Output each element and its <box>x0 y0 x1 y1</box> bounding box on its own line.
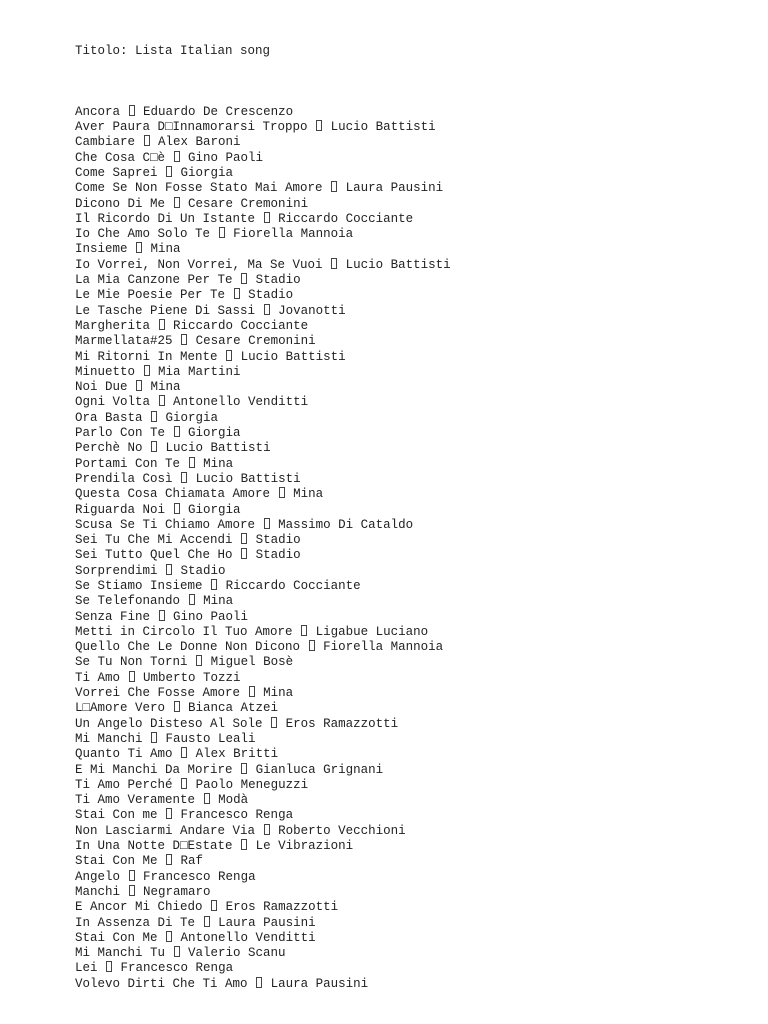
separator-box-icon <box>180 457 203 471</box>
song-artist: Giorgia <box>188 426 241 441</box>
song-row <box>75 610 451 625</box>
song-artist: Mina <box>150 380 181 395</box>
separator-box-icon <box>195 916 218 930</box>
separator-box-icon <box>233 763 256 777</box>
song-row <box>75 564 451 579</box>
song-artist: Alex Britti <box>195 747 279 762</box>
song-artist: Laura Pausini <box>218 915 316 930</box>
separator-box-icon <box>158 564 181 578</box>
song-artist: Stadio <box>248 288 294 303</box>
song-title: Cambiare <box>75 135 136 150</box>
song-title: Io Vorrei, Non Vorrei, Ma Se Vuoi <box>75 257 323 272</box>
separator-box-icon <box>203 900 226 914</box>
song-title: La Mia Canzone Per Te <box>75 273 233 288</box>
separator-box-icon <box>158 808 181 822</box>
separator-box-icon <box>98 961 121 975</box>
song-row <box>75 747 451 762</box>
separator-box-icon <box>120 870 143 884</box>
song-artist: Lucio Battisti <box>240 349 346 364</box>
song-row <box>75 916 451 931</box>
song-artist: Stadio <box>255 548 301 563</box>
separator-box-icon <box>323 258 346 272</box>
song-artist: Roberto Vecchioni <box>278 823 406 838</box>
song-title: Mi Manchi <box>75 731 143 746</box>
song-artist: Riccardo Cocciante <box>278 211 414 226</box>
song-artist: Antonello Venditti <box>180 930 316 945</box>
song-artist: Eduardo De Crescenzo <box>143 104 294 119</box>
song-title: Margherita <box>75 318 151 333</box>
separator-box-icon <box>323 181 346 195</box>
song-row <box>75 365 451 380</box>
song-artist: Lucio Battisti <box>195 471 301 486</box>
separator-box-icon <box>143 732 166 746</box>
separator-box-icon <box>120 105 143 119</box>
song-title: Sei Tutto Quel Che Ho <box>75 548 233 563</box>
separator-box-icon <box>180 594 203 608</box>
separator-box-icon <box>300 640 323 654</box>
song-row <box>75 533 451 548</box>
song-artist: Francesco Renga <box>180 808 294 823</box>
separator-box-icon <box>210 227 233 241</box>
song-title: Che Cosa C□è <box>75 150 166 165</box>
separator-box-icon <box>143 441 166 455</box>
song-title: E Ancor Mi Chiedo <box>75 900 203 915</box>
song-title: Vorrei Che Fosse Amore <box>75 686 241 701</box>
separator-box-icon <box>158 931 181 945</box>
song-title: Come Se Non Fosse Stato Mai Amore <box>75 181 323 196</box>
song-row <box>75 686 451 701</box>
song-row <box>75 701 451 716</box>
song-row <box>75 900 451 915</box>
song-artist: Francesco Renga <box>120 961 234 976</box>
separator-box-icon <box>128 242 151 256</box>
song-title: Aver Paura D□Innamorarsi Troppo <box>75 120 308 135</box>
song-artist: Fausto Leali <box>165 731 256 746</box>
separator-box-icon <box>135 365 158 379</box>
song-artist: Riccardo Cocciante <box>173 318 309 333</box>
song-title: Portami Con Te <box>75 456 181 471</box>
song-row <box>75 732 451 747</box>
song-row <box>75 151 451 166</box>
song-title: E Mi Manchi Da Morire <box>75 762 233 777</box>
song-row <box>75 640 451 655</box>
song-title: Sei Tu Che Mi Accendi <box>75 533 233 548</box>
song-row <box>75 763 451 778</box>
separator-box-icon <box>255 518 278 532</box>
song-row <box>75 457 451 472</box>
song-title: Il Ricordo Di Un Istante <box>75 211 256 226</box>
separator-box-icon <box>218 350 241 364</box>
song-artist: Miguel Bosè <box>210 655 294 670</box>
song-artist: Fiorella Mannoia <box>323 640 444 655</box>
separator-box-icon <box>128 380 151 394</box>
separator-box-icon <box>203 579 226 593</box>
song-row <box>75 350 451 365</box>
song-artist: Giorgia <box>165 410 219 425</box>
song-title: Come Saprei <box>75 165 158 180</box>
separator-box-icon <box>270 487 293 501</box>
song-title: Insieme <box>75 242 128 257</box>
song-row <box>75 105 451 120</box>
song-artist: Mina <box>263 686 294 701</box>
song-row <box>75 717 451 732</box>
song-row <box>75 625 451 640</box>
song-artist: Stadio <box>255 533 301 548</box>
song-row <box>75 870 451 885</box>
song-row <box>75 824 451 839</box>
song-row <box>75 135 451 150</box>
song-row <box>75 839 451 854</box>
song-artist: Cesare Cremonini <box>195 334 316 349</box>
song-row <box>75 518 451 533</box>
song-row <box>75 854 451 869</box>
document-title: Titolo: Lista Italian song <box>75 43 271 58</box>
song-row <box>75 181 451 196</box>
song-artist: Raf <box>180 854 204 869</box>
separator-box-icon <box>233 839 256 853</box>
separator-box-icon <box>135 135 158 149</box>
song-artist: Umberto Tozzi <box>143 670 241 685</box>
song-artist: Jovanotti <box>278 303 346 318</box>
song-title: Quello Che Le Donne Non Dicono <box>75 640 301 655</box>
separator-box-icon <box>173 778 196 792</box>
song-row <box>75 793 451 808</box>
song-title: Mi Ritorni In Mente <box>75 349 218 364</box>
song-title: Volevo Dirti Che Ti Amo <box>75 976 248 991</box>
song-title: Le Tasche Piene Di Sassi <box>75 303 256 318</box>
song-title: Minuetto <box>75 364 136 379</box>
song-title: Riguarda Noi <box>75 502 166 517</box>
separator-box-icon <box>233 548 256 562</box>
song-artist: Giorgia <box>188 502 241 517</box>
song-title: Senza Fine <box>75 609 151 624</box>
song-row <box>75 411 451 426</box>
separator-box-icon <box>255 304 278 318</box>
song-row <box>75 319 451 334</box>
song-title: Perchè No <box>75 441 143 456</box>
song-title: Ancora <box>75 104 121 119</box>
song-row <box>75 548 451 563</box>
song-artist: Gino Paoli <box>173 609 249 624</box>
song-row <box>75 655 451 670</box>
song-row <box>75 197 451 212</box>
song-artist: Gianluca Grignani <box>255 762 384 777</box>
song-artist: Le Vibrazioni <box>255 839 354 854</box>
song-title: In Assenza Di Te <box>75 915 196 930</box>
song-title: In Una Notte D□Estate <box>75 839 233 854</box>
song-row <box>75 778 451 793</box>
song-title: Sorprendimi <box>75 563 158 578</box>
song-title: Se Stiamo Insieme <box>75 578 203 593</box>
song-artist: Mina <box>293 487 324 502</box>
song-artist: Ligabue Luciano <box>315 624 429 639</box>
separator-box-icon <box>158 854 181 868</box>
separator-box-icon <box>233 273 256 287</box>
separator-box-icon <box>308 120 331 134</box>
song-title: Stai Con Me <box>75 854 158 869</box>
song-artist: Paolo Meneguzzi <box>195 777 309 792</box>
separator-box-icon <box>240 686 263 700</box>
song-artist: Stadio <box>255 273 301 288</box>
song-artist: Mina <box>150 242 181 257</box>
song-row <box>75 977 451 992</box>
song-row <box>75 961 451 976</box>
separator-box-icon <box>165 946 188 960</box>
song-artist: Mia Martini <box>158 364 241 379</box>
song-title: Angelo <box>75 869 121 884</box>
song-title: Non Lasciarmi Andare Via <box>75 823 256 838</box>
song-title: Un Angelo Disteso Al Sole <box>75 716 263 731</box>
separator-box-icon <box>165 426 188 440</box>
song-row <box>75 395 451 410</box>
song-artist: Francesco Renga <box>143 869 256 884</box>
separator-box-icon <box>248 977 271 991</box>
song-row <box>75 579 451 594</box>
song-artist: Mina <box>203 594 234 609</box>
separator-box-icon <box>120 671 143 685</box>
song-row <box>75 304 451 319</box>
song-title: Questa Cosa Chiamata Amore <box>75 487 271 502</box>
separator-box-icon <box>263 717 286 731</box>
song-title: Lei <box>75 961 98 976</box>
song-artist: Mina <box>203 456 234 471</box>
separator-box-icon <box>173 334 196 348</box>
song-title: Quanto Ti Amo <box>75 747 173 762</box>
song-artist: Eros Ramazzotti <box>225 900 339 915</box>
song-row <box>75 120 451 135</box>
song-artist: Negramaro <box>143 884 211 899</box>
song-title: Le Mie Poesie Per Te <box>75 288 226 303</box>
song-title: Se Telefonando <box>75 594 181 609</box>
song-artist: Eros Ramazzotti <box>285 716 399 731</box>
song-title: Ti Amo Veramente <box>75 793 196 808</box>
separator-box-icon <box>173 747 196 761</box>
separator-box-icon <box>150 395 173 409</box>
song-row <box>75 594 451 609</box>
song-title: Dicono Di Me <box>75 196 166 211</box>
separator-box-icon <box>165 701 188 715</box>
song-artist: Fiorella Mannoia <box>233 227 354 242</box>
song-title: Noi Due <box>75 380 128 395</box>
song-row <box>75 258 451 273</box>
song-row <box>75 931 451 946</box>
song-row <box>75 885 451 900</box>
separator-box-icon <box>293 625 316 639</box>
song-artist: Lucio Battisti <box>330 120 436 135</box>
separator-box-icon <box>195 793 218 807</box>
separator-box-icon <box>255 824 278 838</box>
song-row <box>75 212 451 227</box>
song-artist: Lucio Battisti <box>345 257 451 272</box>
song-artist: Alex Baroni <box>158 135 241 150</box>
song-row <box>75 426 451 441</box>
song-title: Stai Con Me <box>75 930 158 945</box>
song-title: Ogni Volta <box>75 395 151 410</box>
song-row <box>75 242 451 257</box>
song-artist: Stadio <box>180 563 226 578</box>
song-row <box>75 166 451 181</box>
song-artist: Antonello Venditti <box>173 395 309 410</box>
song-title: Stai Con me <box>75 808 158 823</box>
song-artist: Valerio Scanu <box>188 946 286 961</box>
separator-box-icon <box>165 503 188 517</box>
song-title: Prendila Così <box>75 471 173 486</box>
separator-box-icon <box>225 288 248 302</box>
separator-box-icon <box>255 212 278 226</box>
song-row <box>75 227 451 242</box>
song-artist: Gino Paoli <box>188 150 264 165</box>
separator-box-icon <box>165 197 188 211</box>
separator-box-icon <box>143 411 166 425</box>
song-title: Se Tu Non Torni <box>75 655 188 670</box>
separator-box-icon <box>150 319 173 333</box>
song-row <box>75 487 451 502</box>
song-title: Manchi <box>75 884 121 899</box>
song-artist: Giorgia <box>180 165 234 180</box>
song-title: Scusa Se Ti Chiamo Amore <box>75 517 256 532</box>
song-artist: Laura Pausini <box>345 181 444 196</box>
song-row <box>75 334 451 349</box>
separator-box-icon <box>150 610 173 624</box>
song-row <box>75 273 451 288</box>
separator-box-icon <box>158 166 181 180</box>
song-title: Ora Basta <box>75 410 143 425</box>
song-artist: Massimo Di Cataldo <box>278 517 414 532</box>
song-row <box>75 472 451 487</box>
song-artist: Bianca Atzei <box>188 701 279 716</box>
separator-box-icon <box>188 655 211 669</box>
separator-box-icon <box>165 151 188 165</box>
song-artist: Modà <box>218 793 249 808</box>
document-body <box>75 13 451 1007</box>
song-title: Metti in Circolo Il Tuo Amore <box>75 624 293 639</box>
song-row <box>75 946 451 961</box>
song-row <box>75 808 451 823</box>
song-title: L□Amore Vero <box>75 701 166 716</box>
song-row <box>75 671 451 686</box>
separator-box-icon <box>120 885 143 899</box>
song-list <box>75 105 451 992</box>
song-title: Marmellata#25 <box>75 334 173 349</box>
song-artist: Cesare Cremonini <box>188 196 309 211</box>
song-title: Parlo Con Te <box>75 426 166 441</box>
song-title: Ti Amo <box>75 670 121 685</box>
song-title: Mi Manchi Tu <box>75 946 166 961</box>
separator-box-icon <box>233 533 256 547</box>
song-row <box>75 441 451 456</box>
song-artist: Lucio Battisti <box>165 441 271 456</box>
separator-box-icon <box>173 472 196 486</box>
song-artist: Riccardo Cocciante <box>225 578 361 593</box>
song-title: Io Che Amo Solo Te <box>75 227 211 242</box>
song-artist: Laura Pausini <box>270 976 369 991</box>
song-row <box>75 288 451 303</box>
song-row <box>75 503 451 518</box>
song-row <box>75 380 451 395</box>
song-title: Ti Amo Perché <box>75 777 173 792</box>
